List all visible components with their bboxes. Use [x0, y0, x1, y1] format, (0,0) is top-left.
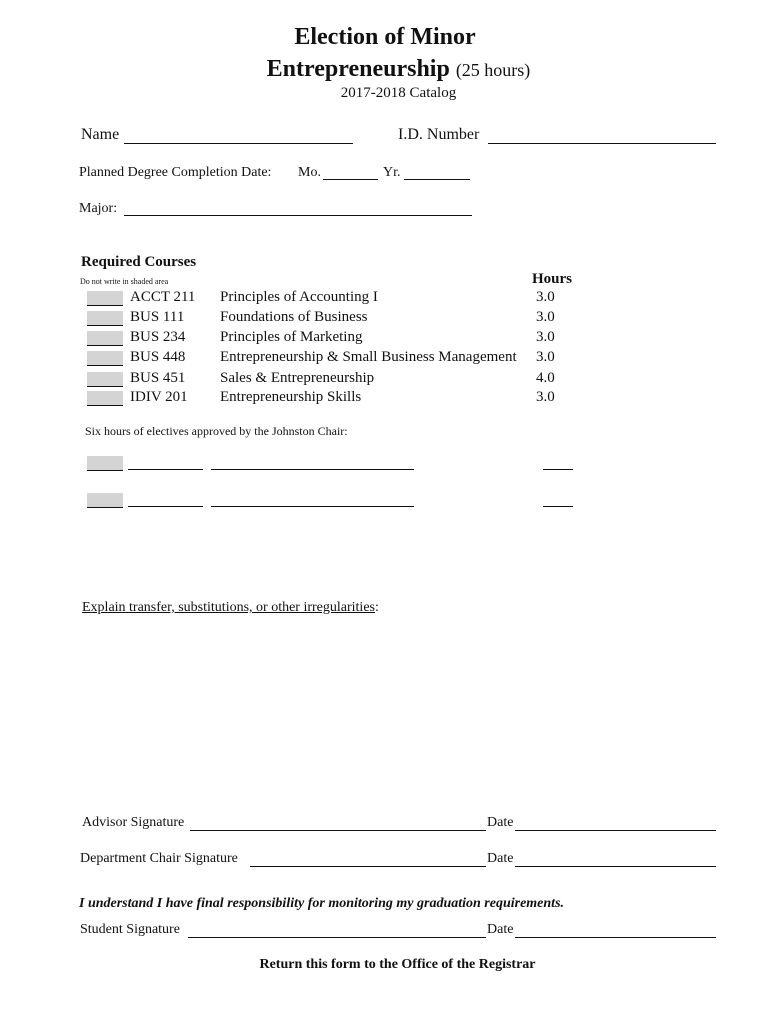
- explain-colon: :: [374, 600, 379, 615]
- course-row: [0, 309, 770, 329]
- student-signature-label: Student Signature: [80, 922, 180, 937]
- elective-course-code-field[interactable]: [128, 506, 203, 507]
- course-code: BUS 448: [130, 349, 186, 365]
- shaded-box: [87, 456, 123, 471]
- course-code: BUS 111: [130, 309, 185, 325]
- explain-area[interactable]: [80, 622, 720, 802]
- required-courses-heading: Required Courses: [81, 254, 197, 270]
- advisor-date-label: Date: [487, 815, 514, 830]
- course-code: BUS 234: [130, 329, 186, 345]
- year-field[interactable]: [404, 167, 470, 180]
- advisor-signature-label: Advisor Signature: [82, 815, 185, 830]
- course-row: [0, 389, 770, 409]
- catalog-year: 2017-2018 Catalog: [340, 85, 457, 101]
- course-name: Principles of Marketing: [220, 329, 363, 345]
- major-field[interactable]: [124, 202, 472, 216]
- completion-date-label: Planned Degree Completion Date:: [79, 165, 272, 180]
- elective-course-name-field[interactable]: [211, 469, 414, 470]
- shaded-box: [87, 493, 123, 508]
- elective-hours-field[interactable]: [543, 506, 573, 507]
- student-date-label: Date: [487, 922, 514, 937]
- course-name: Entrepreneurship & Small Business Management: [220, 349, 517, 365]
- hours-header: Hours: [532, 271, 573, 287]
- course-hours: 3.0: [536, 389, 555, 405]
- course-hours: 3.0: [536, 329, 555, 345]
- course-hours: 3.0: [536, 349, 555, 365]
- dept-chair-signature-field[interactable]: [250, 852, 486, 867]
- dept-chair-date-field[interactable]: [515, 852, 716, 867]
- course-row: [0, 329, 770, 349]
- student-signature-field[interactable]: [188, 923, 486, 938]
- course-name: Principles of Accounting I: [220, 289, 378, 305]
- course-hours: 3.0: [536, 309, 555, 325]
- id-number-field[interactable]: [488, 127, 716, 144]
- name-field[interactable]: [124, 127, 353, 144]
- return-instructions: Return this form to the Office of the Registrar: [259, 957, 536, 972]
- course-row: [0, 349, 770, 369]
- elective-course-code-field[interactable]: [128, 469, 203, 470]
- minor-name: Entrepreneurship: [266, 56, 450, 82]
- explain-label: [82, 600, 379, 616]
- month-field[interactable]: [323, 167, 378, 180]
- responsibility-statement: I understand I have final responsibility for monitoring my graduation requirements.: [79, 896, 565, 911]
- course-row: [0, 370, 770, 390]
- name-label: Name: [81, 126, 120, 143]
- major-label: Major:: [79, 201, 118, 216]
- elective-hours-field[interactable]: [543, 469, 573, 470]
- dept-chair-signature-label: Department Chair Signature: [80, 851, 238, 866]
- advisor-date-field[interactable]: [515, 816, 716, 831]
- course-name: Sales & Entrepreneurship: [220, 370, 375, 386]
- course-code: BUS 451: [130, 370, 186, 386]
- month-label: Mo.: [298, 165, 321, 180]
- shaded-area-note: Do not write in shaded area: [80, 277, 169, 286]
- student-date-field[interactable]: [515, 923, 716, 938]
- course-code: IDIV 201: [130, 389, 188, 405]
- course-name: Entrepreneurship Skills: [220, 389, 362, 405]
- course-hours: 3.0: [536, 289, 555, 305]
- dept-chair-date-label: Date: [487, 851, 514, 866]
- id-label: I.D. Number: [398, 126, 480, 143]
- form-title: Election of Minor: [294, 24, 476, 50]
- course-hours: 4.0: [536, 370, 555, 386]
- advisor-signature-field[interactable]: [190, 816, 486, 831]
- course-row: [0, 289, 770, 309]
- minor-title: [0, 56, 770, 83]
- minor-hours: (25 hours): [455, 60, 531, 80]
- electives-note: Six hours of electives approved by the Johnston Chair:: [85, 424, 348, 438]
- year-label: Yr.: [383, 165, 401, 180]
- course-name: Foundations of Business: [220, 309, 368, 325]
- explain-label-text: Explain transfer, substitutions, or other irregularities: [82, 600, 375, 615]
- course-code: ACCT 211: [130, 289, 196, 305]
- elective-course-name-field[interactable]: [211, 506, 414, 507]
